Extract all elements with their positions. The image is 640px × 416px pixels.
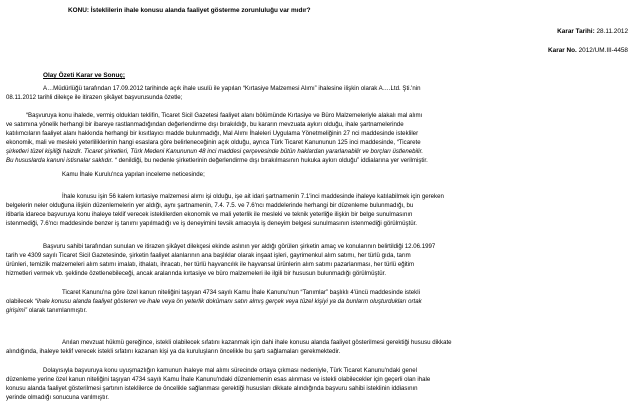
paragraph-4 [6,192,626,228]
paragraph-3 [6,170,626,179]
karar-tarihi-label: Karar Tarihi: [557,28,595,35]
text-line [6,297,626,306]
text-prefix: olabilecek [6,298,34,305]
paragraph-2 [6,111,626,165]
text-line: katılımcıların faaliyet alanı hakkında herhangi bir kısıtlayıcı madde bulunmadığı, Mal Alımı İhaleleri Uygulama Yönetmeliğinin 27 nci maddesinde istekliler [6,130,419,137]
text-line [6,306,626,315]
text-line: ve satımına yönelik herhangi bir ibareye rastlanmadığından değerlendirme dışı bırakıldığı, bu kararın mevzuata aykırı olduğu, ihale şartnamelerinde [6,121,404,128]
text-line: ekonomik, mali ve mesleki yeterliliklerinin hangi esaslara göre belirleneceğinin açık olduğu, ayrıca Türk Ticaret Kanununun 125 inci maddesinde, “Ticarete [6,139,421,146]
konu-label: KONU: [68,7,89,14]
text-line: konusu alanda faaliyet gösterilmesi şartının isteklilerce de öncelikle sağlanması gerektiği hususları dikkate alındığında başvuru sahibi isteklinin iddiasının [6,385,418,392]
text-line: Kamu İhale Kurulu'nca yapılan inceleme neticesinde; [62,171,205,178]
konu-line [68,6,311,15]
paragraph-6 [6,288,626,315]
quote-tail: denildiği, bu nedenle şirketlerinin değerlendirme dışı bırakılmasının hukuka aykırı olduğu” iddialarına yer verilmiştir. [118,157,428,164]
text-line: yerinde olmadığı sonucuna varılmıştır. [6,394,109,401]
text-line-italic: şirketleri tüzel kişiliği haizdir. Ticaret şirketleri, Türk Medeni Kanununun 48 inci maddesi çerçevesinde bütün haklardan yararlanabilir ve borçları üstlenebilir. [6,148,424,155]
text-line: hizmetleri vermek vb. şeklinde özetlenebileceği, ancak aralarında kırtasiye ve büro malzemeleri ile ilgili bir hususun bulunmadığı görülmüştür. [6,270,387,277]
text-line: ürünleri, temizlik malzemeleri alım satımı imalatı, ithalatı, ihracatı, her türlü hayvancılık ile hayvansal ürünlerin alım satımı pazarlanması, her türlü eğitim [6,261,415,268]
paragraph-7 [6,338,626,356]
karar-no-label: Karar No. [548,47,577,54]
text-line: A…Müdürlüğü tarafından 17.09.2012 tarihinde açık ihale usulü ile yapılan “Kırtasiye Malzemesi Alımı” ihalesine ilişkin olarak A….Ltd. Şti.'nin [43,85,421,92]
text-line: belgelerin neler olduğuna ilişkin düzenlemelerin yer aldığı, aynı şartnamenin, 7.4. 7.5. ve 7.6'ncı maddelerinde herhangi bir düzenleme bulunmadığı, bu [6,202,414,209]
text-line: İhale konusu işin 56 kalem kırtasiye malzemesi alımı işi olduğu, işe ait idari şartnamenin 7.1'inci maddesinde ihaleye katılabilmek için gereken [62,193,444,200]
quote-italic: Bu hususlarda kanuni istisnalar saklıdır. “ [6,157,117,164]
karar-tarihi [557,27,628,36]
karar-no [548,46,628,55]
quote-italic: girişimi” [6,307,27,314]
text-line: itibarla idarece başvuruya konu ihaleye teklif verecek isteklilerden ekonomik ve mali yeterlik ile mesleki ve teknik yeterliğe ilişkin bir belge sunulmasının [6,211,413,218]
karar-no-value: 2012/UM.III-4458 [578,47,628,54]
quote-italic: “ihale konusu alanda faaliyet gösteren ve ihale veya ön yeterlik dokümanı satın almış gerçek veya tüzel kişiyi ya da bunların oluşturdukları ortak [34,298,422,305]
konu-text: İsteklilerin ihale konusu alanda faaliyet gösterme zorunluluğu var mıdır? [90,7,311,14]
text-line: düzenleme yerine özel kanun niteliğini taşıyan 4734 sayılı Kamu İhale Kanunu'ndaki düzenlemenin esas alınması ve istekli olabilecekler için geçerli olan ihale [6,376,431,383]
text-line: Dolayısıyla başvuruya konu uyuşmazlığın kamunun ihaleye mal alımı sürecinde ortaya çıkması nedeniyle, Türk Ticaret Kanunu'ndaki genel [43,367,417,374]
text-line: Ticaret Kanunu'na göre özel kanun niteliğini taşıyan 4734 sayılı Kamu İhale Kanunu'nun “Tanımlar” başlıklı 4'üncü maddesinde istekli [62,289,420,296]
text-line: tarih ve 4309 sayılı Ticaret Sicil Gazetesinde, şirketin faaliyet alanlarının ana başlıklar olarak inşaat işleri, gayrimenkul alım satımı, her türlü gıda, tarım [6,252,411,259]
text-line: alındığında, ihaleye teklif verecek istekli sıfatını kazanan kişi ya da kuruluşların öncelikle bu şartı sağlamaları gerekmektedir. [6,348,341,355]
text-line: “Başvuruya konu ihalede, vermiş oldukları teklifin, Ticaret Sicil Gazetesi faaliyet alanı bölümünde Kırtasiye ve Büro Malzemeleriyle alakalı mal alımı [26,112,423,119]
text-line: istenmediği, 7.6'ncı maddesinde benzer iş tanımı yapılmadığı ve iş deneyimini tevsik amacıyla iş deneyim belgesi sunulmasının istenmediği görülmüştür. [6,220,417,227]
text-line [6,156,626,165]
quote-tail: olarak tanımlanmıştır. [28,307,87,314]
section-title: Olay Özeti Karar ve Sonuç; [43,72,126,79]
karar-tarihi-value: 28.11.2012 [596,28,628,35]
text-line: 08.11.2012 tarihli dilekçe ile itirazen şikâyet başvurusunda özetle; [6,94,183,101]
text-line: Anılan mevzuat hükmü gereğince, istekli olabilecek sıfatını kazanmak için dahi ihale konusu alanda faaliyet gösterilmesi gerektiği hususu dikkate [62,339,452,346]
paragraph-5 [6,242,626,278]
paragraph-8 [6,366,626,402]
paragraph-1 [6,84,626,102]
text-line: Başvuru sahibi tarafından sunulan ve itirazen şikâyet dilekçesi ekinde aslının yer aldığı görülen şirketin amaç ve konularının belirtildiği 12.06.1997 [43,243,436,250]
